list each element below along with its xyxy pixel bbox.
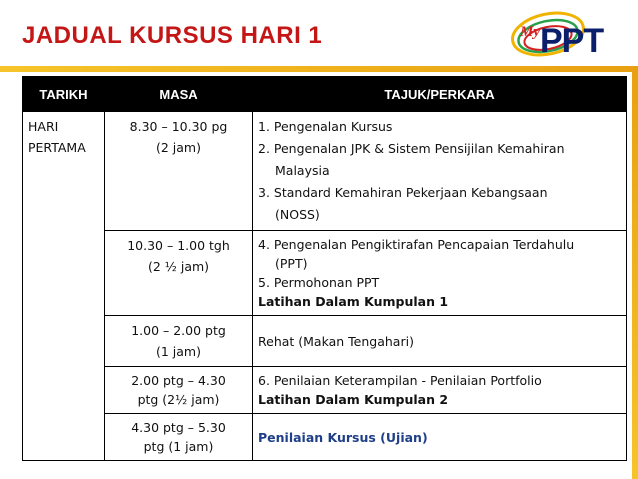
table-row bbox=[23, 112, 627, 231]
table-row bbox=[23, 231, 627, 316]
topic-item-continuation: (PPT) bbox=[275, 256, 308, 271]
logo-name: PPT bbox=[540, 22, 604, 60]
day-cell bbox=[23, 112, 105, 461]
duration-text: (2 jam) bbox=[156, 140, 201, 155]
topic-item: 1. Pengenalan Kursus bbox=[258, 119, 393, 134]
duration-text: ptg (2½ jam) bbox=[137, 392, 220, 407]
topic-item-continuation: (NOSS) bbox=[275, 207, 320, 222]
header-tajuk: TAJUK/PERKARA bbox=[253, 77, 627, 112]
time-text: 8.30 – 10.30 pg bbox=[129, 119, 228, 134]
topic-cell bbox=[253, 112, 627, 231]
topic-item: 6. Penilaian Keterampilan - Penilaian Portfolio bbox=[258, 373, 542, 388]
topic-cell bbox=[253, 316, 627, 367]
topic-cell bbox=[253, 414, 627, 461]
header-masa: MASA bbox=[105, 77, 253, 112]
time-cell bbox=[105, 112, 253, 231]
time-text: 4.30 ptg – 5.30 bbox=[131, 420, 226, 435]
time-cell bbox=[105, 316, 253, 367]
time-cell bbox=[105, 231, 253, 316]
top-accent-band bbox=[0, 66, 638, 72]
topic-item: 3. Standard Kemahiran Pekerjaan Kebangsaan bbox=[258, 185, 548, 200]
topic-item: 4. Pengenalan Pengiktirafan Pencapaian Terdahulu bbox=[258, 237, 575, 252]
topic-cell bbox=[253, 367, 627, 414]
table-row bbox=[23, 414, 627, 461]
right-accent-band bbox=[632, 66, 638, 479]
assessment-label: Penilaian Kursus (Ujian) bbox=[258, 429, 428, 445]
topic-item: Rehat (Makan Tengahari) bbox=[258, 333, 414, 349]
group-exercise-label: Latihan Dalam Kumpulan 1 bbox=[258, 294, 449, 309]
table-row bbox=[23, 316, 627, 367]
table-row bbox=[23, 367, 627, 414]
time-text: 10.30 – 1.00 tgh bbox=[127, 238, 230, 253]
time-cell bbox=[105, 414, 253, 461]
duration-text: (2 ½ jam) bbox=[147, 259, 210, 274]
duration-text: ptg (1 jam) bbox=[143, 439, 214, 454]
topic-cell bbox=[253, 231, 627, 316]
table-header-row bbox=[23, 77, 627, 112]
time-text: 1.00 – 2.00 ptg bbox=[131, 323, 226, 338]
logo-prefix: My bbox=[520, 24, 540, 40]
duration-text: (1 jam) bbox=[156, 344, 201, 359]
topic-item: 5. Permohonan PPT bbox=[258, 275, 380, 290]
page-title: JADUAL KURSUS HARI 1 bbox=[22, 22, 323, 49]
group-exercise-label: Latihan Dalam Kumpulan 2 bbox=[258, 392, 449, 407]
day-label: HARI bbox=[28, 119, 59, 134]
header-tarikh: TARIKH bbox=[23, 77, 105, 112]
time-cell bbox=[105, 367, 253, 414]
day-label: PERTAMA bbox=[28, 140, 86, 155]
topic-item: 2. Pengenalan JPK & Sistem Pensijilan Kemahiran bbox=[258, 141, 565, 156]
time-text: 2.00 ptg – 4.30 bbox=[131, 373, 226, 388]
course-schedule-table bbox=[22, 76, 627, 461]
topic-item-continuation: Malaysia bbox=[275, 163, 330, 178]
myppt-logo bbox=[500, 6, 632, 64]
